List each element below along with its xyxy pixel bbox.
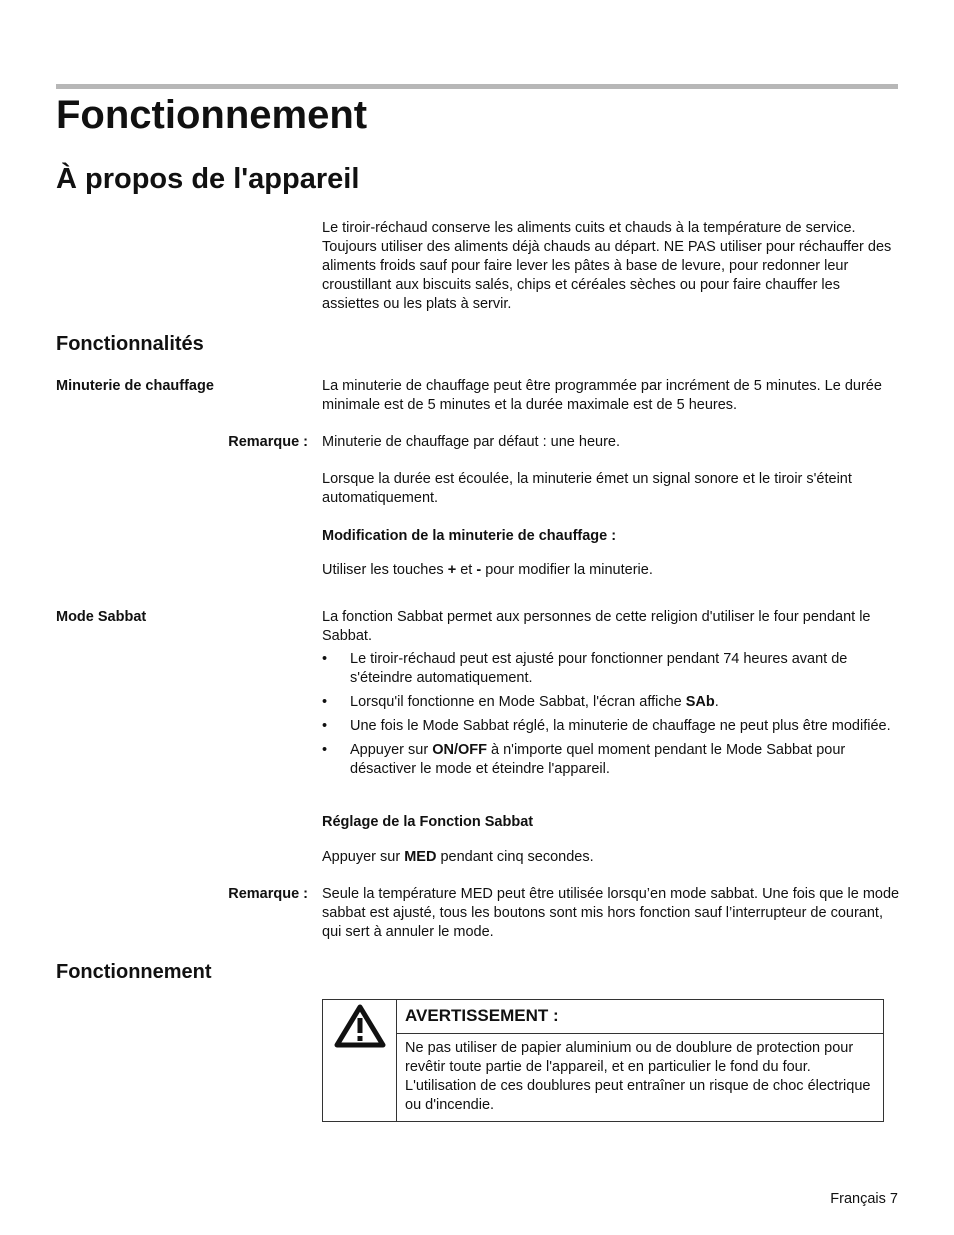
sabbath-note-label: Remarque :: [228, 886, 308, 902]
list-item: [322, 693, 892, 712]
warning-header: [397, 1000, 883, 1034]
timer-mod-text: [322, 561, 900, 580]
timer-after-text: Lorsque la durée est écoulée, la minuterie émet un signal sonore et le tiroir s'éteint automatiquement.: [322, 471, 852, 506]
bullet-text: Le tiroir-réchaud peut est ajusté pour fonctionner pendant 74 heures avant de s'éteindre automatiquement.: [350, 651, 848, 686]
header-rule: [56, 84, 898, 89]
warning-icon-cell: [323, 1000, 397, 1121]
timer-mod-post: pour modifier la minuterie.: [481, 562, 653, 578]
med-key: MED: [404, 849, 437, 865]
warning-title: AVERTISSEMENT :: [405, 1006, 559, 1025]
bullet-text: Une fois le Mode Sabbat réglé, la minuterie de chauffage ne peut plus être modifiée.: [350, 718, 891, 734]
intro-paragraph: Le tiroir-réchaud conserve les aliments cuits et chauds à la température de service. Toujours utiliser des aliments déjà chauds au départ. NE PAS utiliser pour réchauffer des aliments froids sauf pour faire lever les pâtes à base de levure, pour redonner leur croustillant aux biscuits salés, chips et céréales sèches ou pour faire chauffer les assiettes ou les plats à servir.: [322, 220, 892, 312]
timer-mod-pre: Utiliser les touches: [322, 562, 448, 578]
list-item: [322, 741, 892, 779]
list-item: [322, 650, 892, 688]
set-text-post: pendant cinq secondes.: [436, 849, 594, 865]
list-item: [322, 717, 892, 736]
timer-mod-mid: et: [456, 562, 477, 578]
warning-triangle-icon: [334, 1004, 386, 1048]
minus-key: -: [476, 562, 482, 578]
sabbath-note: Seule la température MED peut être utilisée lorsqu’en mode sabbat. Une fois que le mode sabbat est ajusté, tous les boutons sont mis hors fonction sauf l’interrupteur de courant, qui sert à annuler le mode.: [322, 886, 900, 940]
plus-key: +: [447, 562, 457, 578]
operation-heading: Fonctionnement: [56, 961, 212, 983]
bullet-marker: •: [322, 742, 328, 758]
section-title: À propos de l'appareil: [56, 163, 360, 195]
bullet-marker: •: [322, 718, 328, 734]
timer-label: Minuterie de chauffage: [56, 378, 214, 394]
bullet-text: Appuyer sur: [350, 742, 433, 758]
sabbath-label: Mode Sabbat: [56, 609, 147, 625]
page-footer: Français 7: [830, 1191, 898, 1207]
display-code: SAb: [685, 694, 715, 710]
timer-mod-heading: Modification de la minuterie de chauffage :: [322, 528, 617, 544]
timer-note-label: Remarque :: [228, 434, 308, 450]
sabbath-set-heading: Réglage de la Fonction Sabbat: [322, 814, 534, 830]
timer-note: Minuterie de chauffage par défaut : une heure.: [322, 434, 621, 450]
bullet-marker: •: [322, 694, 328, 710]
sabbath-bullet-list: [322, 650, 892, 784]
features-heading: Fonctionnalités: [56, 333, 204, 355]
bullet-text: Lorsqu'il fonctionne en Mode Sabbat, l'écran affiche: [350, 694, 686, 710]
bullet-text-end: à n'importe quel moment pendant le Mode Sabbat pour désactiver le mode et éteindre l'appareil.: [350, 742, 846, 777]
timer-text: La minuterie de chauffage peut être programmée par incrément de 5 minutes. Le durée minimale est de 5 minutes et la durée maximale est de 5 heures.: [322, 378, 882, 413]
page-title: Fonctionnement: [56, 93, 368, 137]
sabbath-set-text: [322, 848, 900, 867]
bullet-text-end: .: [714, 694, 719, 710]
warning-box: [322, 999, 884, 1122]
sabbath-text: La fonction Sabbat permet aux personnes de cette religion d'utiliser le four pendant le Sabbat.: [322, 609, 871, 644]
bullet-marker: •: [322, 651, 328, 667]
onoff-key: ON/OFF: [432, 742, 487, 758]
warning-text: Ne pas utiliser de papier aluminium ou de doublure de protection pour revêtir toute partie de l'appareil, et en particulier le fond du four. L'utilisation de ces doublures peut entraîner un risque de choc électrique ou d'incendie.: [405, 1040, 871, 1113]
set-text-pre: Appuyer sur: [322, 849, 405, 865]
